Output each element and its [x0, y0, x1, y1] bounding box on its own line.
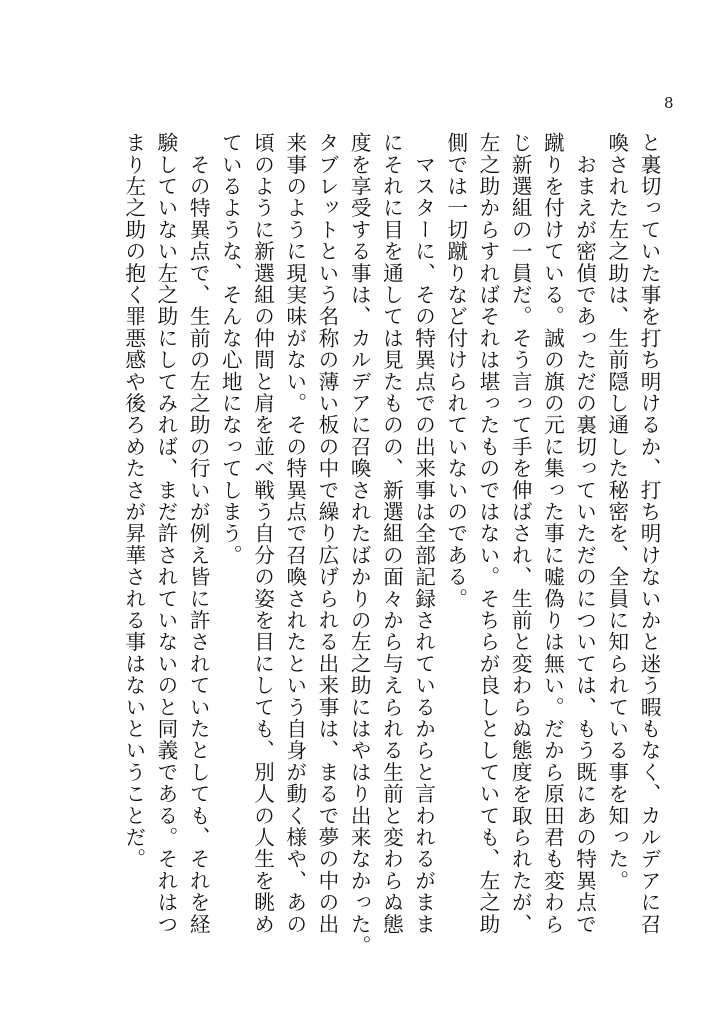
text-line: タブレットという名称の薄い板の中で繰り広げられる出来事は、まるで夢の中の出	[314, 132, 339, 935]
vertical-text-body	[118, 132, 665, 957]
text-line: 来事のように現実味がない。その特異点で召喚されたという自身が動く様や、あの	[282, 132, 307, 935]
text-line: 験していない左之助にしてみれば、まだ許されていないのと同義である。それはつ	[153, 132, 178, 935]
text-line: ているような、そんな心地になってしまう。	[218, 132, 243, 566]
text-line: じ新選組の一員だ。そう言って手を伸ばされ、生前と変わらぬ態度を取られたが、	[508, 132, 533, 935]
page-number: 8	[664, 94, 674, 112]
text-line: 左之助からすればそれは堪ったものではない。そちらが良しとしていても、左之助	[475, 132, 500, 935]
text-line: まり左之助の抱く罪悪感や後ろめたさが昇華される事はないということだ。	[121, 132, 146, 870]
text-line: 蹴りを付けている。誠の旗の元に集った事に嘘偽りは無い。だから原田君も変わら	[540, 132, 565, 935]
text-line: 度を享受する事は、カルデアに召喚されたばかりの左之助にはやはり出来なかった。	[347, 132, 372, 957]
text-line: にそれに目を通しては見たものの、新選組の面々から与えられる生前と変わらぬ態	[379, 132, 404, 935]
text-line: その特異点で、生前の左之助の行いが例え皆に許されていたとしても、それを経	[186, 132, 211, 935]
text-line: おまえが密偵であっただの裏切っていただのについては、もう既にあの特異点で	[572, 132, 597, 935]
text-line: 側では一切蹴りなど付けられていないのである。	[443, 132, 468, 610]
text-line: 喚された左之助は、生前隠し通した秘密を、全員に知られている事を知った。	[604, 132, 629, 892]
text-line: マスターに、その特異点での出来事は全部記録されているからと言われるがまま	[411, 132, 436, 935]
text-line: と裏切っていた事を打ち明けるか、打ち明けないかと迷う暇もなく、カルデアに召	[637, 132, 661, 935]
text-line: 頃のように新選組の仲間と肩を並べ戦う自分の姿を目にしても、別人の人生を眺め	[250, 132, 275, 935]
